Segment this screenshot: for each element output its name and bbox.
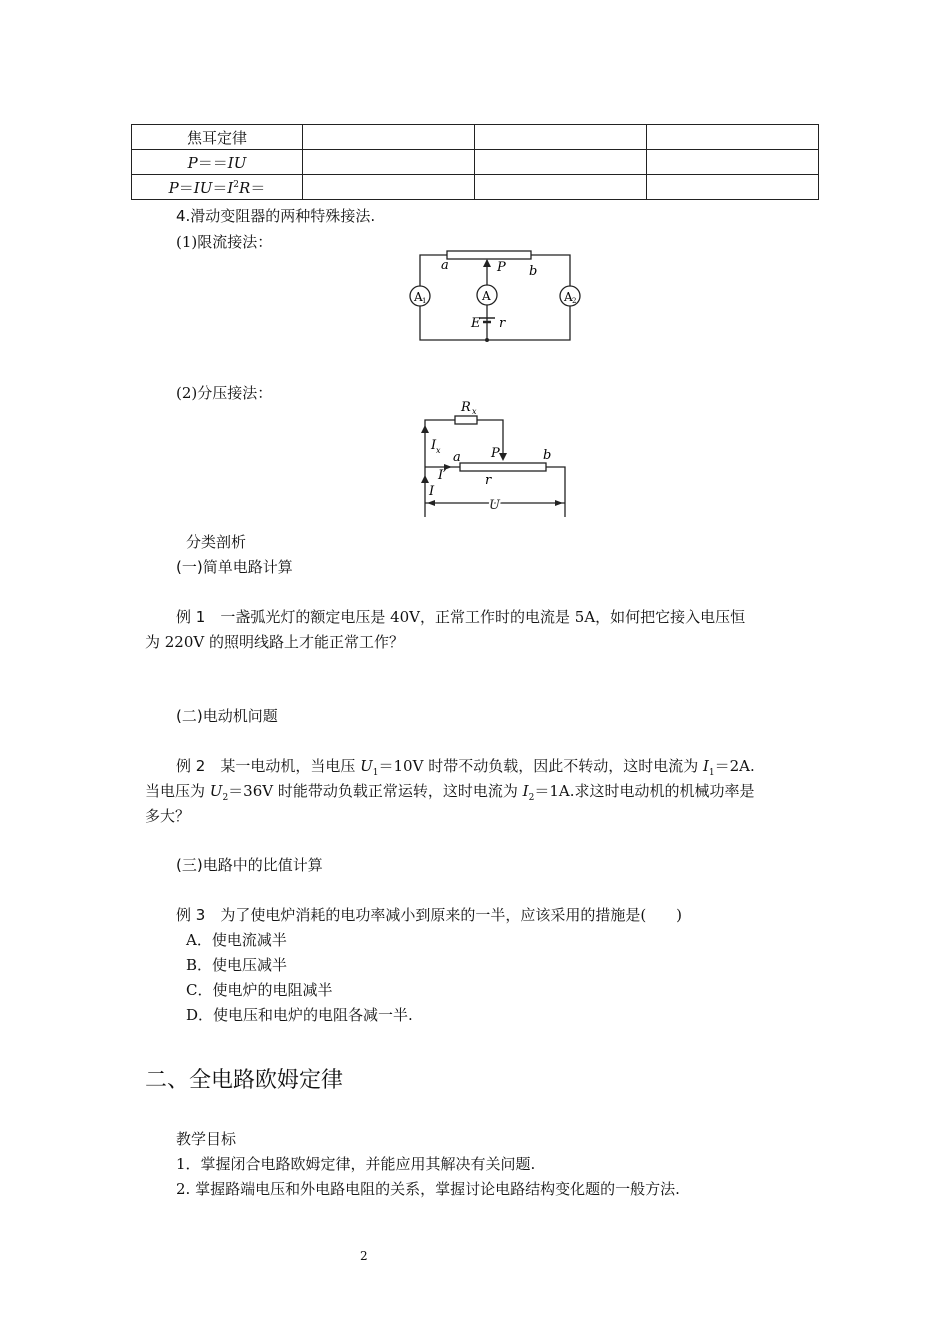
section-2-heading: 二、全电路欧姆定律 [145, 1068, 344, 1093]
ammeter-a-label: A [482, 289, 491, 303]
table-cell [647, 125, 819, 150]
table-cell [303, 125, 475, 150]
example-label: 例 3 [176, 906, 206, 924]
var: P [187, 153, 198, 172]
sub-heading-voltage-divider: (2)分压接法： [176, 384, 273, 402]
goal-2: 2. 掌握路端电压和外电路电阻的关系，掌握讨论电路结构变化题的一般方法. [176, 1180, 680, 1198]
limiting-circuit-diagram [405, 245, 585, 345]
text: ＝ [250, 178, 266, 197]
ammeter-a1-sub: 1 [422, 297, 427, 305]
table-row [132, 150, 819, 175]
section-ratio: (三)电路中的比值计算 [176, 856, 323, 874]
ammeter-a1-label: A [414, 290, 423, 304]
var-i: I [702, 757, 709, 775]
label-r: r [485, 473, 492, 488]
subscript: 1 [708, 768, 715, 778]
label-ix: I [431, 438, 437, 453]
var: P [168, 178, 179, 197]
row-label: 焦耳定律 [186, 128, 247, 147]
text: 当电压为 [145, 782, 210, 800]
var-i: I [522, 782, 529, 800]
text: ＝36V 时能带动负载正常运转，这时电流为 [228, 782, 523, 800]
text: ＝ [178, 178, 194, 197]
label-b: b [529, 264, 538, 279]
option-c: C．使电炉的电阻减半 [186, 981, 333, 999]
label-emf: E [471, 316, 481, 331]
table-cell [303, 150, 475, 175]
label-a: a [453, 450, 461, 465]
label-rx-sub: x [472, 407, 477, 416]
label-internal-r: r [499, 316, 506, 331]
text: ＝2A. [714, 757, 755, 775]
label-p: P [491, 446, 500, 461]
subscript: 2 [528, 793, 535, 803]
table-row [132, 175, 819, 200]
option-b: B．使电压减半 [186, 956, 288, 974]
formula-table [131, 124, 819, 200]
table-cell [132, 175, 303, 200]
example-2-line-3: 多大？ [145, 807, 191, 825]
var-u: U [360, 757, 373, 775]
var-u: U [209, 782, 223, 800]
table-cell [303, 175, 475, 200]
label-rx: R [461, 400, 471, 415]
ammeter-a2-sub: 2 [572, 297, 577, 305]
example-text: 一盏弧光灯的额定电压是 40V，正常工作时的电流是 5A，如何把它接入电压恒 [220, 608, 746, 626]
goal-1: 1．掌握闭合电路欧姆定律，并能应用其解决有关问题. [176, 1155, 536, 1173]
label-i: I [429, 484, 435, 499]
sub-heading-current-limiting: (1)限流接法： [176, 233, 273, 251]
example-label: 例 2 [176, 757, 206, 775]
var: IU [193, 178, 213, 197]
ammeter-a2-label: A [564, 290, 573, 304]
var: R [239, 178, 251, 197]
table-cell [132, 150, 303, 175]
table-cell [475, 175, 647, 200]
example-1-line-2: 为 220V 的照明线路上才能正常工作？ [145, 633, 405, 651]
section-simple-circuit: (一)简单电路计算 [176, 558, 293, 576]
text: ＝＝ [197, 153, 228, 172]
var: I [227, 178, 234, 197]
table-row [132, 125, 819, 150]
goals-title: 教学目标 [176, 1130, 237, 1148]
divider-circuit-diagram [405, 395, 575, 520]
example-2-line-2 [145, 780, 754, 803]
text: 某一电动机，当电压 [220, 757, 361, 775]
text: ＝ [212, 178, 228, 197]
label-i-prime: I′ [438, 468, 447, 483]
option-d: D．使电压和电炉的电阻各减一半. [186, 1006, 413, 1024]
table-cell [132, 125, 303, 150]
example-1-line-1 [176, 606, 745, 627]
superscript: 2 [233, 179, 240, 190]
table-cell [475, 150, 647, 175]
example-text: 为了使电炉消耗的电功率减小到原来的一半，应该采用的措施是( ) [220, 906, 683, 924]
var: IU [227, 153, 247, 172]
example-2-line-1 [176, 755, 755, 778]
table-cell [647, 175, 819, 200]
table-cell [475, 125, 647, 150]
label-a: a [441, 258, 449, 273]
label-b: b [543, 448, 552, 463]
example-label: 例 1 [176, 608, 206, 626]
example-3-line [176, 904, 682, 925]
label-u: U [489, 498, 500, 513]
subscript: 2 [222, 793, 229, 803]
label-p: P [497, 260, 506, 275]
table-cell [647, 150, 819, 175]
option-a: A．使电流减半 [186, 931, 287, 949]
subscript: 1 [372, 768, 379, 778]
section-4-title: 4.滑动变阻器的两种特殊接法. [176, 207, 376, 225]
section-motor: (二)电动机问题 [176, 707, 278, 725]
text: ＝10V 时带不动负载，因此不转动，这时电流为 [378, 757, 703, 775]
analysis-title: 分类剖析 [186, 533, 247, 551]
text: ＝1A.求这时电动机的机械功率是 [534, 782, 755, 800]
label-ix-sub: x [436, 446, 441, 455]
page-number: 2 [360, 1249, 368, 1263]
